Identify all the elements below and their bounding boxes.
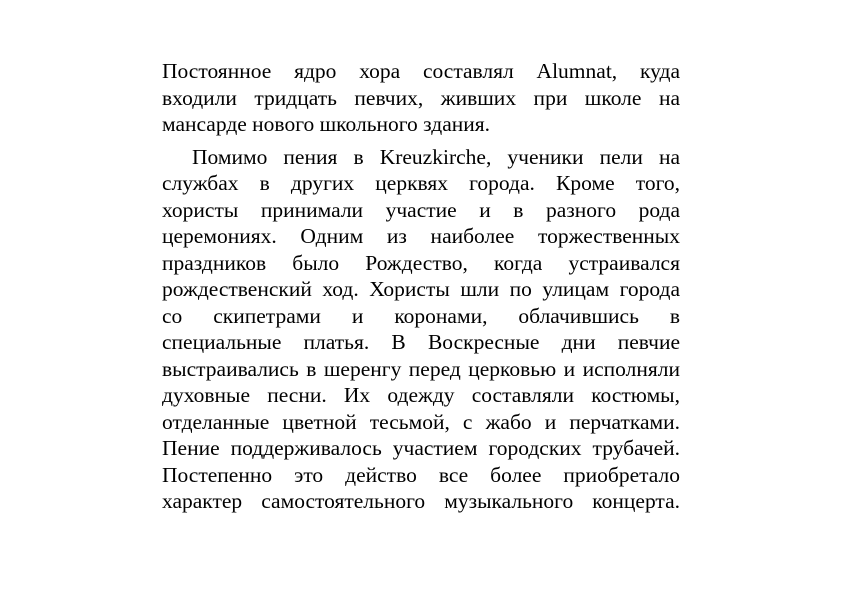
text-line-content: Помимо пения в Kreuzkirche, ученики пели на xyxy=(192,144,680,169)
text-line-first xyxy=(162,144,680,171)
text-line: характер самостоятельного музыкального концерта. xyxy=(162,489,680,513)
text-line: выстраивались в шеренгу перед церковью и исполняли xyxy=(162,356,680,381)
text-line: входили тридцать певчих, живших при школе на xyxy=(162,85,680,110)
text-line: мансарде нового школьного здания. xyxy=(162,112,491,136)
text-line: хористы принимали участие и в разного рода xyxy=(162,197,680,222)
paragraph-1 xyxy=(162,58,680,138)
text-line: Постепенно это действо все более приобретало xyxy=(162,462,680,487)
text-line: Постоянное ядро хора составлял Alumnat, куда xyxy=(162,59,680,83)
text-line: со скипетрами и коронами, облачившись в xyxy=(162,303,680,328)
text-line: рождественский ход. Хористы шли по улицам города xyxy=(162,277,680,301)
text-line: духовные песни. Их одежду составляли костюмы, xyxy=(162,383,680,407)
text-line: службах в других церквях города. Кроме того, xyxy=(162,171,680,195)
body-text xyxy=(162,58,680,515)
text-line: церемониях. Одним из наиболее торжественных xyxy=(162,224,680,248)
text-line: Пение поддерживалось участием городских трубачей. xyxy=(162,436,680,460)
text-line: отделанные цветной тесьмой, с жабо и перчатками. xyxy=(162,409,680,434)
paragraph-2 xyxy=(162,144,680,515)
text-line: специальные платья. В Воскресные дни певчие xyxy=(162,330,680,354)
text-line: праздников было Рождество, когда устраивался xyxy=(162,250,680,275)
